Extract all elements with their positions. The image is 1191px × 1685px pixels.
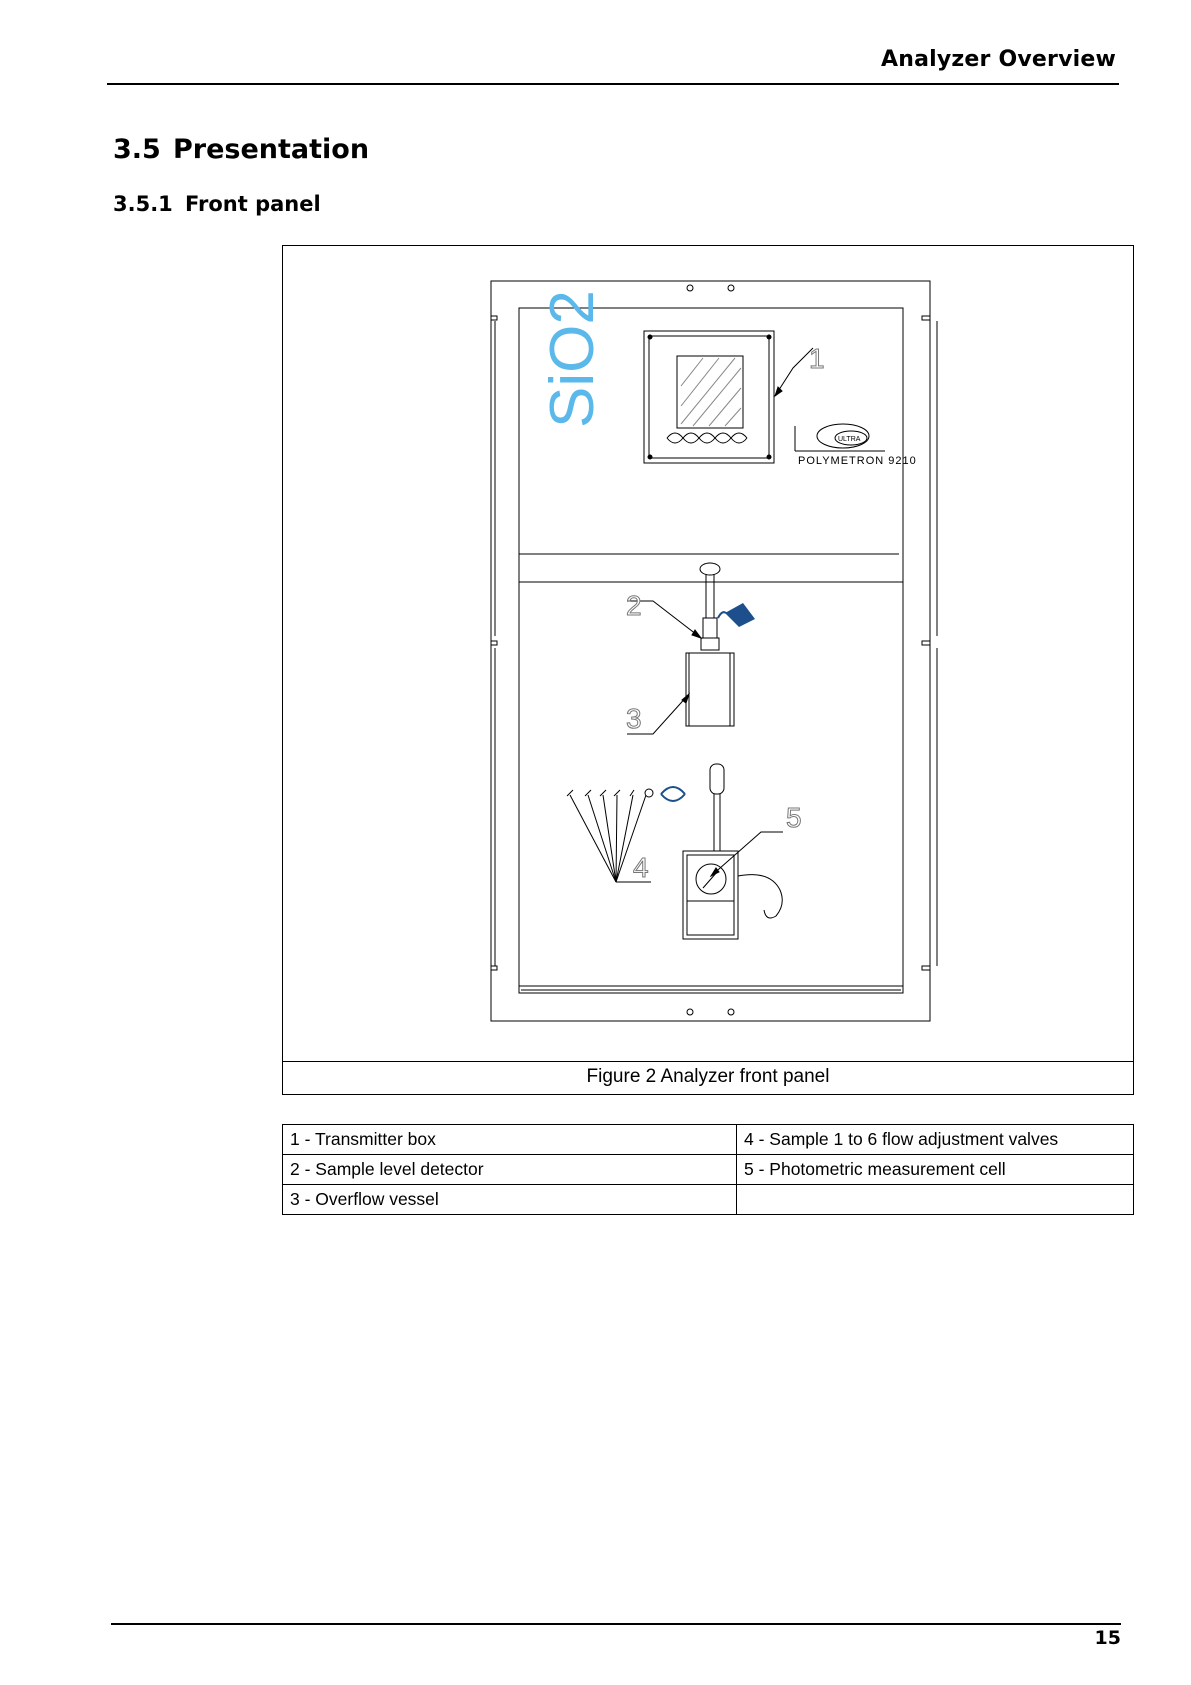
legend-cell: 3 - Overflow vessel xyxy=(283,1185,737,1215)
subsection-number: 3.5.1 xyxy=(113,192,173,216)
legend-cell: 4 - Sample 1 to 6 flow adjustment valves xyxy=(737,1125,1134,1155)
table-row xyxy=(283,1155,1134,1185)
section-number: 3.5 xyxy=(113,134,161,165)
footer-rule xyxy=(111,1623,1121,1625)
subsection-title: Front panel xyxy=(185,192,321,216)
callout-2: 2 xyxy=(626,590,642,621)
header-rule xyxy=(107,83,1119,85)
overflow-vessel xyxy=(686,653,734,726)
callout-5: 5 xyxy=(786,802,802,833)
figure-legend-table xyxy=(282,1124,1134,1215)
legend-cell: 5 - Photometric measurement cell xyxy=(737,1155,1134,1185)
page-number: 15 xyxy=(1094,1627,1121,1649)
subsection-heading xyxy=(113,192,321,216)
figure-caption: Figure 2 Analyzer front panel xyxy=(283,1061,1133,1094)
running-header-title: Analyzer Overview xyxy=(881,47,1116,72)
callout-3: 3 xyxy=(626,703,642,734)
figure-frame xyxy=(282,245,1134,1095)
section-title: Presentation xyxy=(173,134,370,165)
brand-badge: ULTRA xyxy=(838,436,861,443)
section-heading xyxy=(113,134,369,165)
legend-cell: 1 - Transmitter box xyxy=(283,1125,737,1155)
table-row xyxy=(283,1125,1134,1155)
legend-cell xyxy=(737,1185,1134,1215)
callout-1: 1 xyxy=(809,343,825,374)
panel-label-sio2: SiO2 xyxy=(538,290,607,428)
analyzer-front-panel-drawing xyxy=(283,246,1133,1061)
callout-4: 4 xyxy=(633,852,649,883)
legend-cell: 2 - Sample level detector xyxy=(283,1155,737,1185)
brand-label: POLYMETRON 9210 xyxy=(798,455,917,467)
table-row xyxy=(283,1185,1134,1215)
